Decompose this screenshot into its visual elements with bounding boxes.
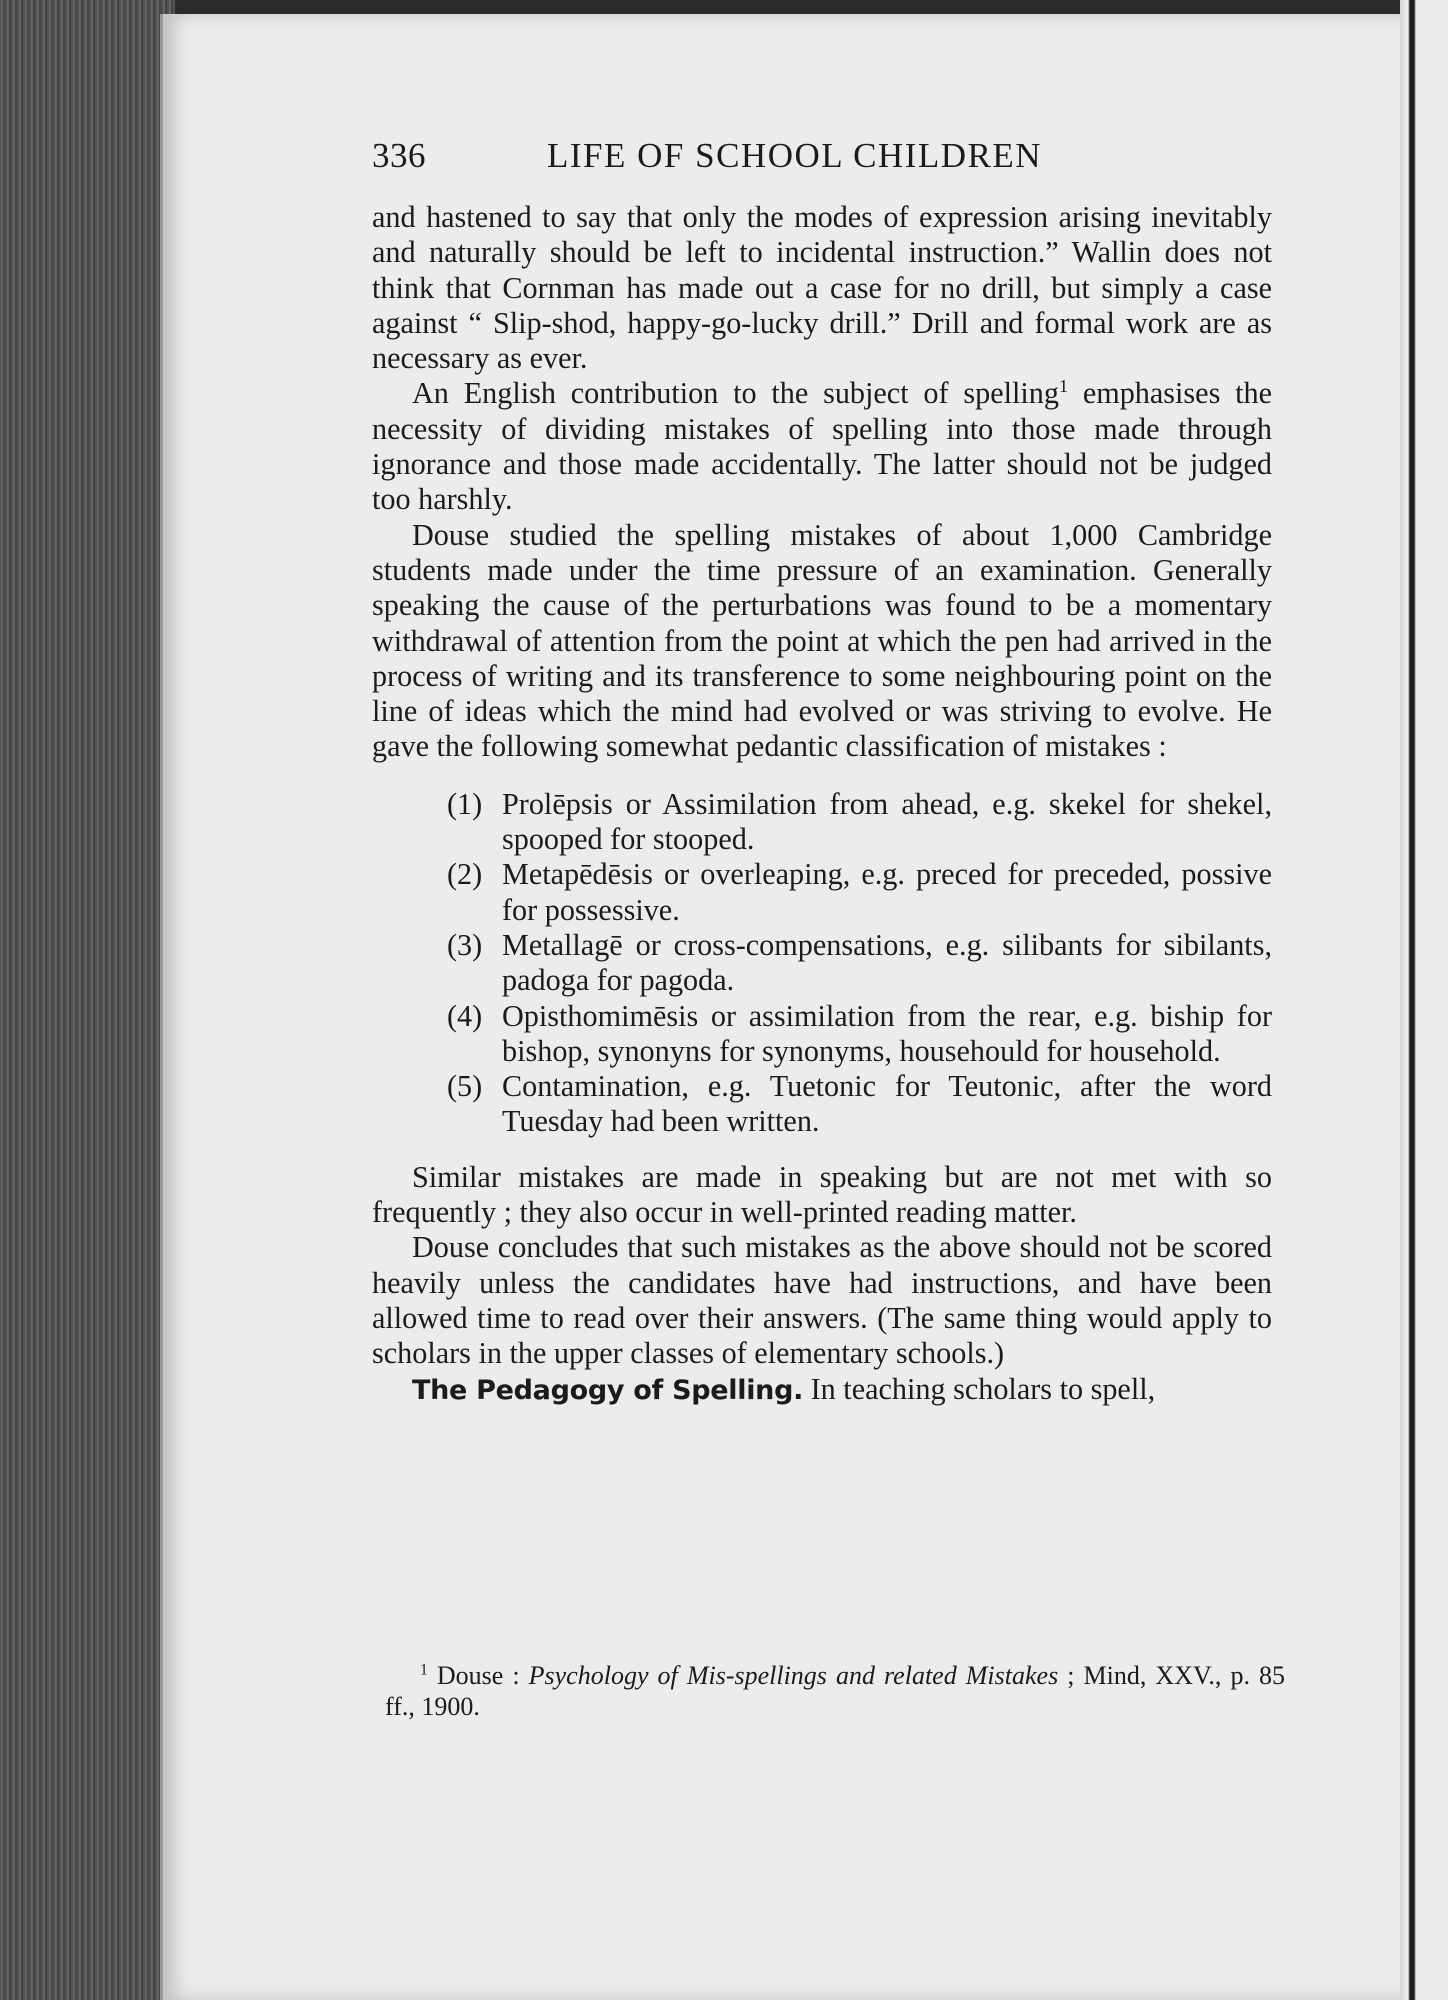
list-number: (5) [447, 1069, 483, 1104]
section-paragraph [372, 1372, 1272, 1408]
list-number: (2) [447, 857, 483, 892]
running-header [372, 136, 1092, 186]
paragraph-rest: emphasises the necessity of dividing mistakes of spelling into those made through ignorance and those made accidentally. The latter should not be judged too harshly. [372, 376, 1273, 517]
paragraph [372, 376, 1272, 517]
list-text: Prolēpsis or Assimilation from ahead, e.g. skekel for shekel, spooped for stooped. [502, 786, 1272, 857]
right-page-edge [1400, 0, 1448, 2000]
footnote-mark: 1 [420, 1661, 428, 1679]
list-number: (1) [447, 786, 483, 821]
footnote [385, 1660, 1285, 1722]
list-text: Metallagē or cross-compensations, e.g. silibants for sibilants, padoga for pagoda. [502, 927, 1272, 998]
paragraph: Douse concludes that such mistakes as the above should not be scored heavily unless the candidates have had instructions, and have been allowed time to read over their answers. (The same thing would apply to scholars in the upper classes of elementary schools.) [372, 1230, 1272, 1371]
footnote-citation: ; Mind, XXV., p. 85 ff., 1900. [385, 1661, 1286, 1721]
list-item [447, 999, 1272, 1070]
footnote-author: Douse : [436, 1661, 520, 1690]
paragraph: and hastened to say that only the modes of expression arising inevitably and naturally should be left to incidental instruction.” Wallin does not think that Cornman has made out a case for no drill, but simply a case against “ Slip-shod, happy-go-lucky drill.” Drill and formal work are as necessary as ever. [372, 200, 1272, 376]
list-text: Metapēdēsis or overleaping, e.g. preced for preceded, possive for possessive. [502, 857, 1272, 927]
paragraph: Similar mistakes are made in speaking but are not met with so frequently ; they also occur in well-printed reading matter. [372, 1159, 1272, 1230]
running-title: LIFE OF SCHOOL CHILDREN [547, 136, 1043, 175]
list-item [447, 928, 1272, 999]
list-item [447, 1069, 1272, 1140]
list-item [447, 857, 1272, 928]
body-text [372, 200, 1272, 1408]
paragraph: Douse studied the spelling mistakes of about 1,000 Cambridge students made under the time pressure of an examination. Generally speaking the cause of the perturbations was found to be a momentary withdrawal of attention from the point at which the pen had arrived in the process of writing and its transference to some neighbouring point on the line of ideas which the mind had evolved or was striving to evolve. He gave the following somewhat pedantic classification of mistakes : [372, 517, 1272, 764]
section-heading: The Pedagogy of Spelling. [412, 1374, 804, 1406]
footnote-work-title: Psychology of Mis-spellings and related Mistakes [528, 1661, 1059, 1690]
mistake-classification-list [372, 787, 1272, 1140]
book-page-edges [0, 0, 175, 2000]
paragraph-lead: An English contribution to the subject of spelling [412, 376, 1059, 411]
footnote-marker: 1 [1058, 376, 1069, 397]
page-number: 336 [372, 136, 426, 175]
list-text: Opisthomimēsis or assimilation from the rear, e.g. biship for bishop, synonyns for synonyms, househould for household. [502, 998, 1272, 1068]
list-item [447, 787, 1272, 858]
section-text: In teaching scholars to spell, [810, 1371, 1156, 1406]
list-number: (3) [447, 927, 483, 962]
list-text: Contamination, e.g. Tuetonic for Teutonic, after the word Tuesday had been written. [502, 1069, 1272, 1139]
list-number: (4) [447, 998, 483, 1033]
